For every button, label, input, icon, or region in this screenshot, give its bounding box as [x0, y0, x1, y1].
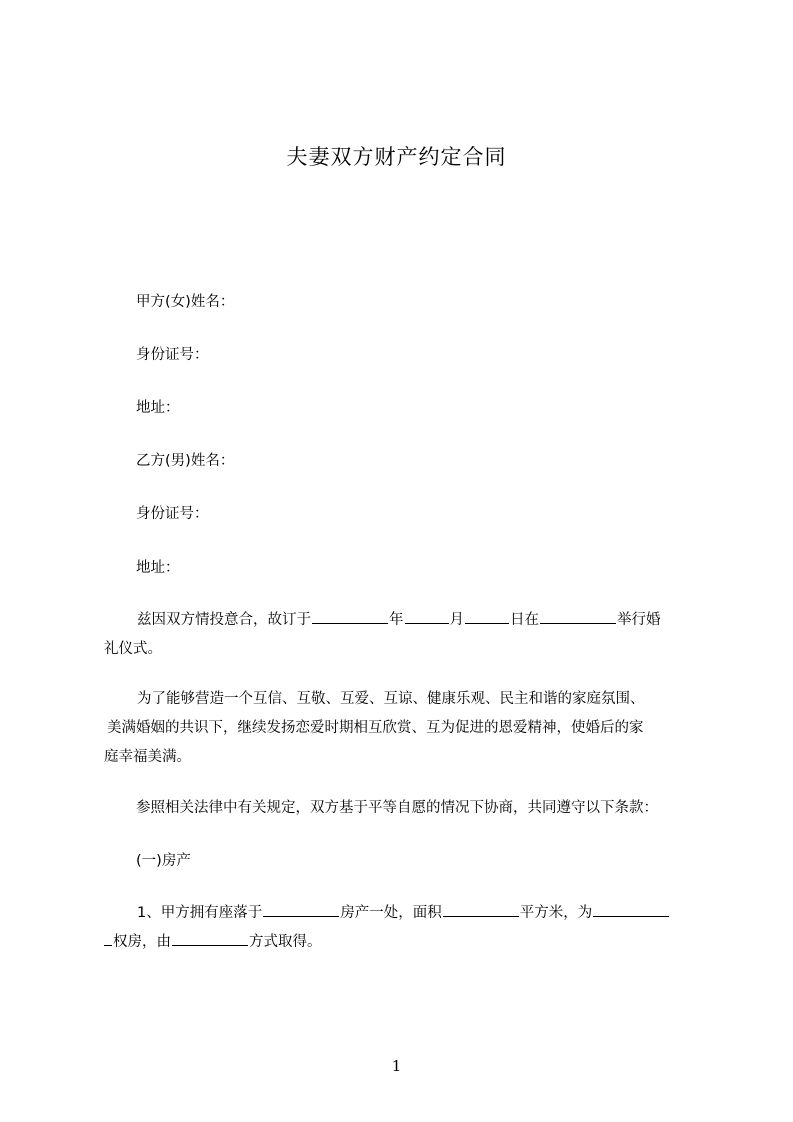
purpose-paragraph	[104, 685, 704, 772]
party-b-id-label: 身份证号：	[136, 506, 209, 522]
clause-1-prefix: 1、甲方拥有座落于	[137, 905, 263, 921]
wedding-paragraph	[104, 606, 704, 664]
party-b-name-label: 乙方(男)姓名：	[136, 453, 235, 469]
blank-acquisition	[172, 930, 248, 946]
clause-1-line-2-part-2: 方式取得。	[249, 934, 322, 950]
blank-ownership-continued	[104, 930, 112, 946]
party-a-name-label: 甲方(女)姓名：	[136, 294, 235, 310]
section-1-heading: (一)房产	[136, 853, 191, 869]
wedding-prefix: 兹因双方情投意合，故订于	[137, 612, 311, 628]
clause-1-paragraph	[104, 899, 704, 957]
clause-1-part-2: 房产一处，面积	[340, 905, 442, 921]
wedding-year-label: 年	[389, 612, 404, 628]
page-number: 1	[391, 1057, 402, 1075]
clause-1-part-3: 平方米，为	[519, 905, 593, 921]
agreement-intro: 参照相关法律中有关规定，双方基于平等自愿的情况下协商，共同遵守以下条款：	[136, 800, 658, 816]
blank-place	[540, 608, 616, 624]
wedding-suffix: 举行婚	[617, 612, 661, 628]
blank-location	[263, 901, 339, 917]
party-a-address-label: 地址：	[136, 400, 180, 416]
page-title: 夫妻双方财产约定合同	[286, 145, 507, 169]
blank-month	[405, 608, 449, 624]
wedding-day-label: 日在	[510, 612, 539, 628]
blank-area	[443, 901, 519, 917]
blank-year	[312, 608, 388, 624]
clause-1-line-2-part-1: 权房，由	[113, 934, 171, 950]
blank-ownership	[593, 901, 669, 917]
wedding-month-label: 月	[449, 612, 464, 628]
purpose-line-3: 庭幸福美满。	[104, 749, 191, 765]
party-a-id-label: 身份证号：	[136, 347, 209, 363]
wedding-line-2: 礼仪式。	[104, 641, 162, 657]
blank-day	[465, 608, 509, 624]
party-b-address-label: 地址：	[136, 560, 180, 576]
purpose-line-2: 美满婚姻的共识下，继续发扬恋爱时期相互欣赏、互为促进的恩爱精神，使婚后的家	[107, 720, 644, 736]
purpose-line-1: 为了能够营造一个互信、互敬、互爱、互谅、健康乐观、民主和谐的家庭氛围、	[137, 691, 645, 707]
